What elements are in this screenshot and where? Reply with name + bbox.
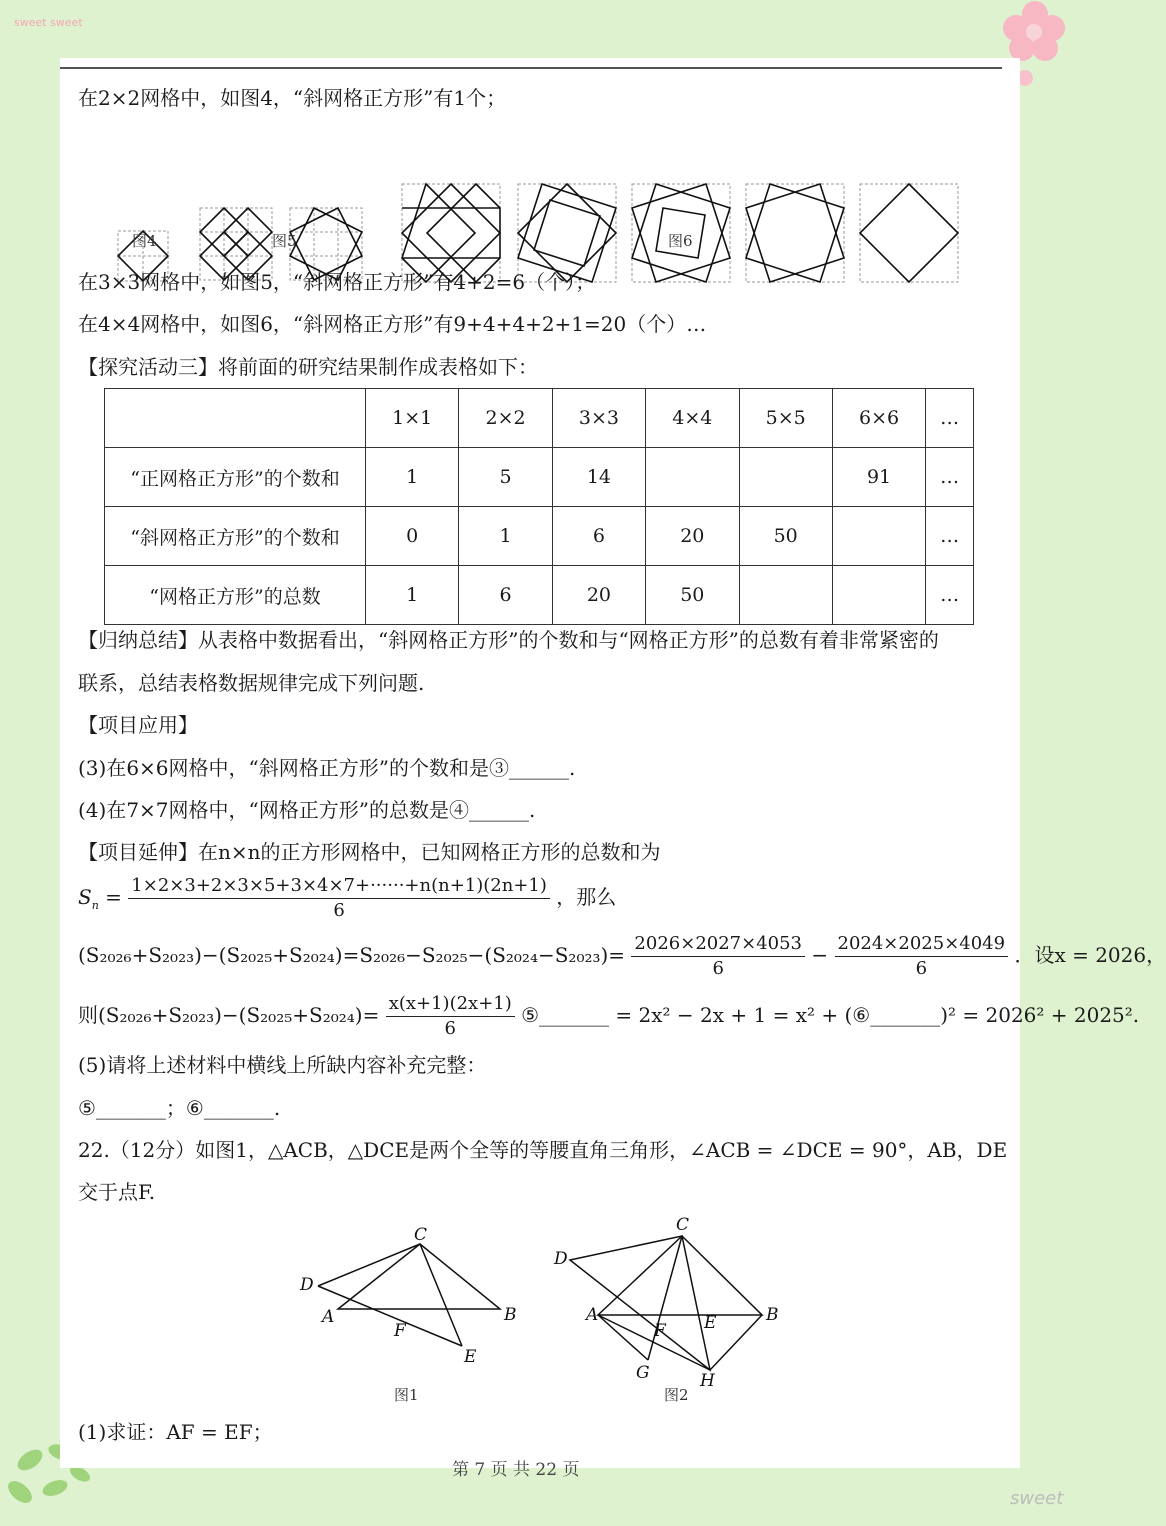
table-cell: … (926, 507, 974, 566)
fraction-2-numerator: 2024×2025×4049 (835, 932, 1009, 957)
text-line: 交于点F. (78, 1180, 156, 1204)
point-label: D (554, 1249, 568, 1269)
table-cell: 1 (366, 448, 459, 507)
header-rule (60, 67, 1002, 69)
point-label: E (704, 1313, 717, 1333)
geometry-figure-2 (550, 1210, 790, 1390)
then-tail: ⑤_______ = 2x² − 2x + 1 = x² + (⑥_______)² = 2026² + 2025². (521, 1003, 1140, 1027)
watermark-top-left: sweet sweet (14, 16, 83, 29)
point-label: A (586, 1305, 599, 1325)
point-label: E (464, 1347, 477, 1367)
table-cell: “网格正方形”的总数 (105, 566, 366, 625)
fraction-1 (631, 932, 805, 981)
text-line: (1)求证：AF = EF； (78, 1420, 273, 1444)
table-cell: 3×3 (552, 389, 645, 448)
table-cell: 6 (552, 507, 645, 566)
fraction-3 (386, 992, 515, 1041)
point-label: A (322, 1307, 335, 1327)
table-cell: 0 (366, 507, 459, 566)
fraction-3-numerator: x(x+1)(2x+1) (386, 992, 515, 1017)
table-cell (832, 566, 925, 625)
sn-formula: $S_n$ = $\frac{1\times 2\times 3+2\times 3\times 5+3\times 4\times 7+\cdot\cdot\cdot\cdot\cdot\cdot+n(n+1)(2n+1)}{6}$ ，那么 (78, 875, 617, 921)
sn-tail: ，那么 (556, 885, 617, 909)
sn-numerator: 1×2×3+2×3×5+3×4×7+······+n(n+1)(2n+1) (128, 874, 550, 899)
point-label: C (414, 1225, 428, 1245)
point-label: D (300, 1275, 314, 1295)
figure-caption: 图1 (394, 1386, 419, 1404)
text-line: 【探究活动三】将前面的研究结果制作成表格如下： (78, 355, 538, 379)
sn-denominator: 6 (333, 900, 345, 921)
table-cell: 1 (366, 566, 459, 625)
text-line: (5)请将上述材料中横线上所缺内容补充完整： (78, 1053, 487, 1077)
fraction-2-denominator: 6 (915, 958, 928, 979)
table-cell: 2×2 (459, 389, 552, 448)
point-label: G (636, 1363, 650, 1383)
point-label: B (766, 1305, 779, 1325)
point-label: H (700, 1371, 715, 1391)
then-left: 则(S₂₀₂₆+S₂₀₂₃)−(S₂₀₂₅+S₂₀₂₄)= (78, 1003, 380, 1027)
grid-figures (60, 120, 1020, 290)
table-cell (739, 566, 832, 625)
difference-tail: ．设x = 2026， (1014, 943, 1166, 967)
text-line: (3)在6×6网格中，“斜网格正方形”的个数和是③______. (78, 756, 576, 780)
point-label: F (394, 1321, 406, 1341)
table-cell: 6 (459, 566, 552, 625)
watermark-bottom-right: sweet (1010, 1488, 1064, 1509)
table-cell: 1 (459, 507, 552, 566)
table-cell: 5×5 (739, 389, 832, 448)
sn-symbol: S (78, 885, 92, 909)
document-page (60, 58, 1166, 1480)
table-row (105, 566, 974, 625)
table-cell: “正网格正方形”的个数和 (105, 448, 366, 507)
then-formula (78, 992, 1139, 1041)
table-cell (739, 448, 832, 507)
results-table (104, 388, 974, 625)
text-line: ⑤_______；⑥_______. (78, 1096, 281, 1120)
figure-caption: 图2 (664, 1386, 689, 1404)
table-cell: 4×4 (646, 389, 739, 448)
point-label: F (654, 1321, 666, 1341)
table-header-row (105, 389, 974, 448)
text-line: 在3×3网格中，如图5，“斜网格正方形”有4+2=6（个）； (78, 270, 596, 294)
fraction-1-denominator: 6 (712, 958, 724, 979)
text-line: 在4×4网格中，如图6，“斜网格正方形”有9+4+4+2+1=20（个）… (78, 312, 707, 336)
fraction-3-denominator: 6 (444, 1018, 456, 1039)
point-label: C (676, 1215, 690, 1235)
text-line: 联系，总结表格数据规律完成下列问题. (78, 671, 425, 695)
difference-formula: (S₂₀₂₆+S₂₀₂₃)−(S₂₀₂₅+S₂₀₂₄)=S₂₀₂₆−S₂₀₂₅−(S₂₀₂₄−S₂₀₂₃)= $\frac{2026\times 2027\times 4053}{6}$ − $\frac{2024\times 2025\times 4049}{6}$ ．设x = 2026， (78, 933, 1166, 979)
text-line: 22.（12分）如图1，△ACB，△DCE是两个全等的等腰直角三角形，∠ACB = ∠DCE = 90°，AB，DE (78, 1138, 1008, 1162)
table-cell (832, 507, 925, 566)
difference-left: (S₂₀₂₆+S₂₀₂₃)−(S₂₀₂₅+S₂₀₂₄)=S₂₀₂₆−S₂₀₂₅−(S₂₀₂₄−S₂₀₂₃)= (78, 943, 626, 967)
table-row (105, 507, 974, 566)
table-cell: 91 (832, 448, 925, 507)
figure-caption: 图5 (272, 232, 297, 250)
table-row (105, 448, 974, 507)
sn-subscript: n (91, 899, 99, 912)
table-cell (105, 389, 366, 448)
figure-caption: 图6 (668, 232, 693, 250)
table-cell: 20 (552, 566, 645, 625)
fraction-1-numerator: 2026×2027×4053 (631, 932, 805, 957)
sn-fraction (128, 874, 550, 923)
point-label: B (504, 1305, 517, 1325)
table-cell: 50 (646, 566, 739, 625)
table-cell: … (926, 448, 974, 507)
table-cell: 20 (646, 507, 739, 566)
table-cell: … (926, 389, 974, 448)
page-footer: 第 7 页 共 22 页 (452, 1460, 580, 1480)
geometry-figure-1 (290, 1226, 530, 1386)
text-line: 【归纳总结】从表格中数据看出，“斜网格正方形”的个数和与“网格正方形”的总数有着非常紧密的 (78, 628, 939, 652)
table-cell: 14 (552, 448, 645, 507)
text-line: (4)在7×7网格中，“网格正方形”的总数是④______. (78, 798, 536, 822)
table-cell (646, 448, 739, 507)
table-cell: 5 (459, 448, 552, 507)
table-cell: 6×6 (832, 389, 925, 448)
table-cell: 1×1 (366, 389, 459, 448)
fraction-2 (835, 932, 1009, 981)
table-cell: 50 (739, 507, 832, 566)
text-line: 在2×2网格中，如图4，“斜网格正方形”有1个； (78, 86, 507, 110)
figure-caption: 图4 (132, 232, 157, 250)
text-line: 【项目应用】 (78, 713, 198, 737)
text-line: 【项目延伸】在n×n的正方形网格中，已知网格正方形的总数和为 (78, 840, 661, 864)
table-cell: … (926, 566, 974, 625)
table-cell: “斜网格正方形”的个数和 (105, 507, 366, 566)
